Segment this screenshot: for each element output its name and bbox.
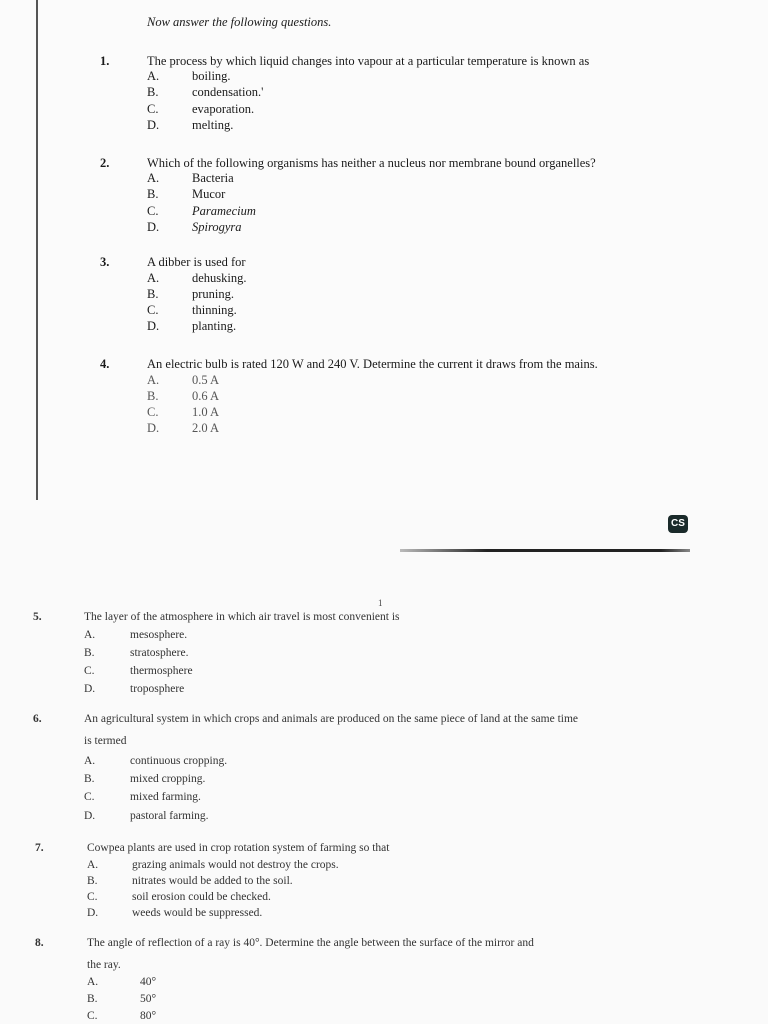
option-text: Mucor	[192, 187, 226, 201]
camscanner-logo: CS	[668, 515, 688, 533]
option-letter: A.	[147, 69, 160, 83]
question-text: Cowpea plants are used in crop rotation system of farming so that	[87, 842, 390, 854]
instructions-header: Now answer the following questions.	[147, 15, 332, 29]
option-text: condensation.'	[192, 85, 264, 99]
option-text: 80°	[140, 1010, 157, 1022]
option-letter: C.	[87, 1010, 98, 1022]
question-text: An electric bulb is rated 120 W and 240 V. Determine the current it draws from the mains.	[147, 357, 598, 371]
option-letter: A.	[87, 859, 99, 871]
option-text: thinning.	[192, 303, 237, 317]
question-number: 4.	[100, 357, 110, 371]
option-text: mixed farming.	[130, 791, 201, 803]
option-letter: B.	[147, 187, 159, 201]
question-text: the ray.	[87, 959, 121, 971]
option-text: dehusking.	[192, 271, 247, 285]
option-letter: D.	[84, 683, 96, 695]
option-letter: A.	[147, 271, 160, 285]
option-letter: B.	[147, 85, 159, 99]
option-letter: A.	[147, 171, 160, 185]
question-number: 1.	[100, 54, 110, 68]
option-text: 2.0 A	[192, 421, 220, 435]
option-text: 0.6 A	[192, 389, 220, 403]
option-text: mesosphere.	[130, 629, 188, 641]
page-border-line	[36, 0, 38, 500]
option-letter: D.	[147, 319, 160, 333]
option-letter: B.	[87, 875, 98, 887]
option-letter: C.	[84, 791, 95, 803]
option-letter: C.	[147, 204, 159, 218]
option-text: stratosphere.	[130, 647, 189, 659]
option-text: thermosphere	[130, 665, 193, 677]
question-number: 7.	[35, 842, 44, 854]
option-text: Paramecium	[192, 204, 256, 218]
option-letter: C.	[87, 891, 98, 903]
option-letter: C.	[147, 405, 159, 419]
option-text: Spirogyra	[192, 220, 242, 234]
option-text: pruning.	[192, 287, 235, 301]
option-text: 1.0 A	[192, 405, 220, 419]
option-text: planting.	[192, 319, 237, 333]
option-letter: D.	[87, 907, 99, 919]
question-text: is termed	[84, 735, 127, 747]
option-letter: C.	[147, 303, 159, 317]
option-text: grazing animals would not destroy the crops.	[132, 859, 339, 871]
page-divider	[400, 549, 690, 552]
option-letter: D.	[84, 810, 96, 822]
option-letter: A.	[87, 976, 99, 988]
question-text: The layer of the atmosphere in which air travel is most convenient is	[84, 611, 400, 623]
question-number: 2.	[100, 156, 110, 170]
option-text: continuous cropping.	[130, 755, 228, 767]
option-text: 0.5 A	[192, 373, 220, 387]
option-text: 50°	[140, 993, 157, 1005]
question-number: 8.	[35, 937, 44, 949]
option-text: boiling.	[192, 69, 231, 83]
question-text: The angle of reflection of a ray is 40°. Determine the angle between the surface of the mirror and	[87, 937, 534, 949]
question-text: Which of the following organisms has neither a nucleus nor membrane bound organelles?	[147, 156, 596, 170]
page-number: 1	[378, 598, 383, 608]
option-letter: D.	[147, 421, 160, 435]
option-letter: D.	[147, 118, 160, 132]
option-letter: B.	[147, 389, 159, 403]
question-number: 6.	[33, 713, 42, 725]
option-letter: B.	[84, 773, 95, 785]
option-text: weeds would be suppressed.	[132, 907, 263, 919]
option-text: Bacteria	[192, 171, 234, 185]
option-text: soil erosion could be checked.	[132, 891, 271, 903]
option-text: nitrates would be added to the soil.	[132, 875, 293, 887]
question-text: An agricultural system in which crops and animals are produced on the same piece of land at the same time	[84, 713, 579, 725]
option-letter: A.	[147, 373, 160, 387]
question-number: 5.	[33, 611, 42, 623]
option-letter: B.	[84, 647, 95, 659]
question-text: The process by which liquid changes into vapour at a particular temperature is known as	[147, 54, 590, 68]
option-text: mixed cropping.	[130, 773, 206, 785]
option-letter: B.	[87, 993, 98, 1005]
question-text: A dibber is used for	[147, 255, 246, 269]
option-letter: D.	[147, 220, 160, 234]
option-letter: C.	[84, 665, 95, 677]
option-text: pastoral farming.	[130, 810, 209, 822]
option-letter: C.	[147, 102, 159, 116]
option-letter: A.	[84, 755, 96, 767]
option-letter: A.	[84, 629, 96, 641]
option-text: troposphere	[130, 683, 185, 695]
scanned-page-top	[0, 0, 768, 510]
question-number: 3.	[100, 255, 110, 269]
option-letter: B.	[147, 287, 159, 301]
option-text: 40°	[140, 976, 157, 988]
option-text: melting.	[192, 118, 234, 132]
option-text: evaporation.	[192, 102, 255, 116]
